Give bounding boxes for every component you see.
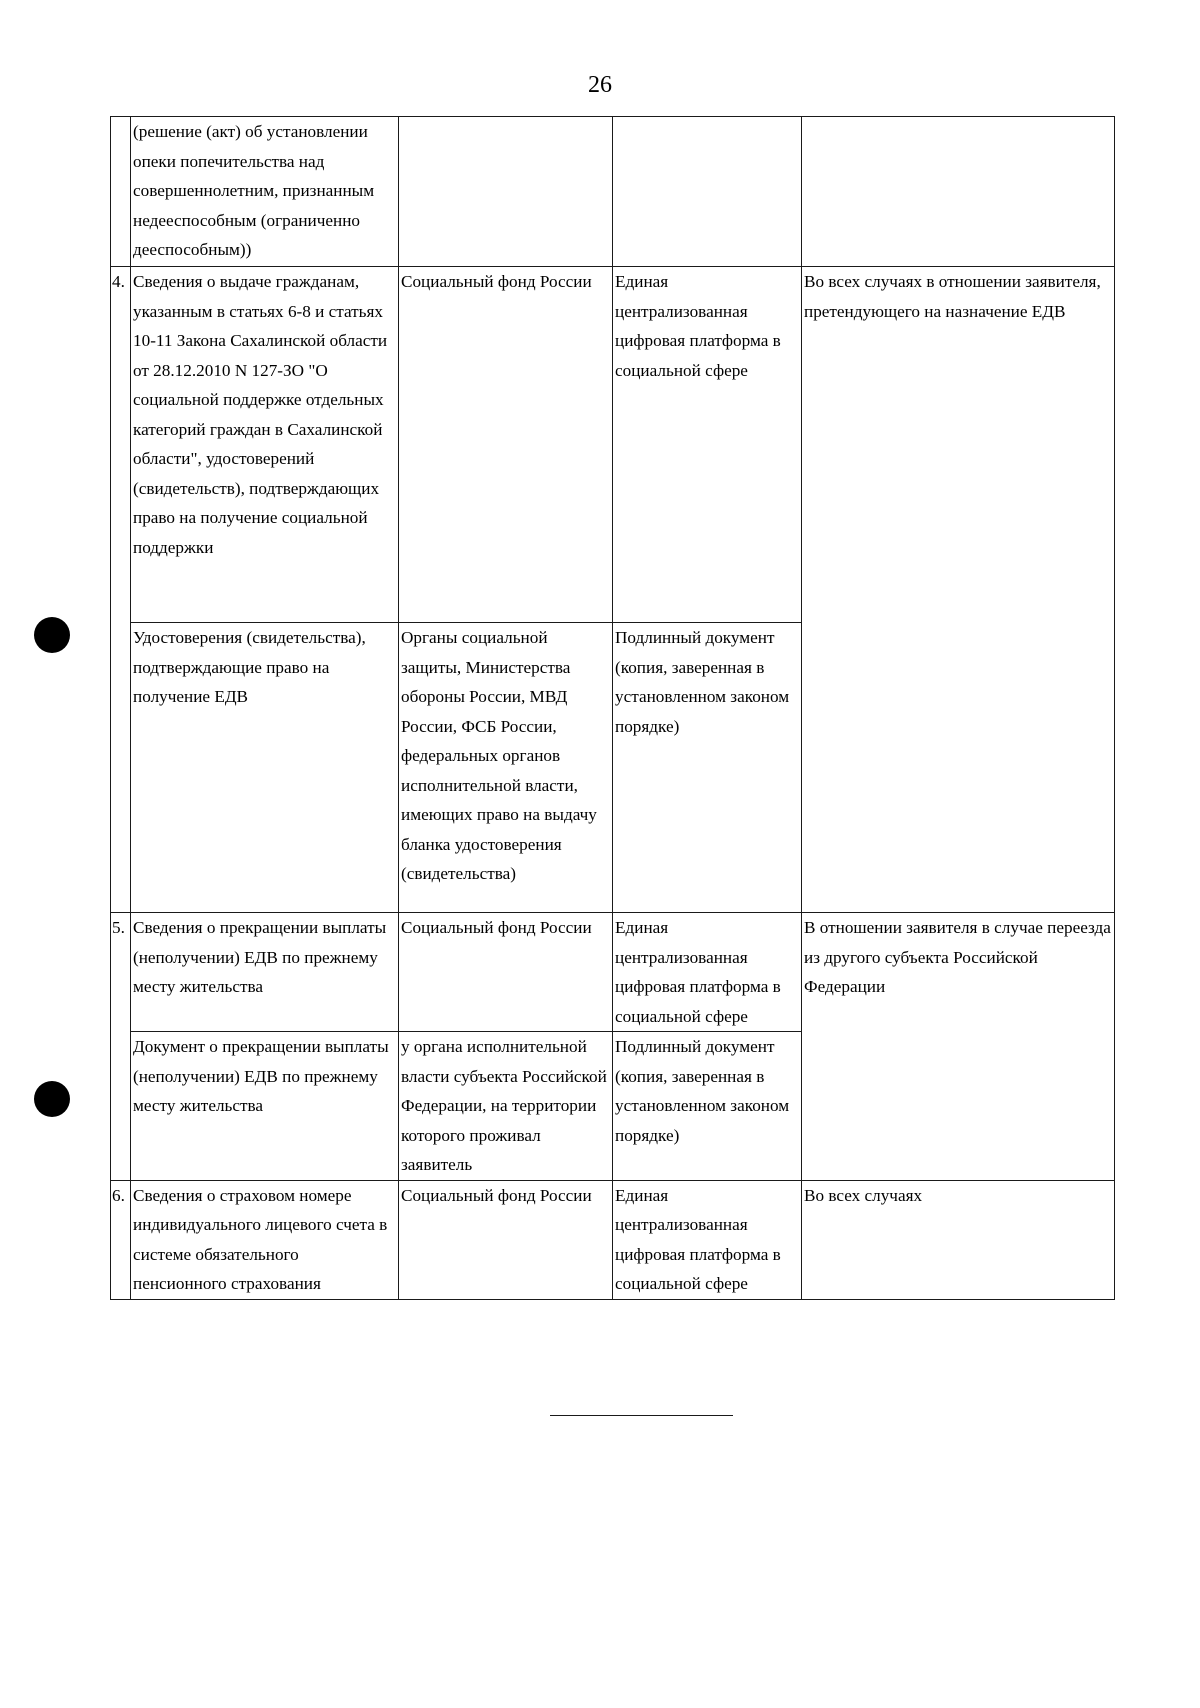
form-cell: Единая централизованная цифровая платформа в социальной сфере <box>613 1180 802 1299</box>
table-row <box>111 1032 1115 1181</box>
form-cell: Единая централизованная цифровая платформа в социальной сфере <box>613 913 802 1032</box>
requirements-table <box>110 116 1115 1300</box>
row-number: 5. <box>111 913 131 1032</box>
info-cell: Сведения о выдаче гражданам, указанным в статьях 6-8 и статьях 10-11 Закона Сахалинской области от 28.12.2010 N 127-ЗО "О социальной поддержке отдельных категорий граждан в Сахалинской области", удостоверений (свидетельств), подтверждающих право на получение социальной поддержки <box>131 267 399 623</box>
binder-hole-icon <box>34 1081 70 1117</box>
condition-cell: Во всех случаях <box>802 1180 1115 1299</box>
row-number: 6. <box>111 1180 131 1299</box>
page-number: 26 <box>588 72 612 98</box>
condition-cell <box>802 117 1115 267</box>
binder-hole-icon <box>34 617 70 653</box>
table-row <box>111 1180 1115 1299</box>
table-row <box>111 623 1115 913</box>
source-cell: Социальный фонд России <box>399 1180 613 1299</box>
row-number: 4. <box>111 267 131 623</box>
form-cell: Подлинный документ (копия, заверенная в установленном законом порядке) <box>613 623 802 913</box>
info-cell: Документ о прекращении выплаты (неполучении) ЕДВ по прежнему месту жительства <box>131 1032 399 1181</box>
source-cell: Социальный фонд России <box>399 267 613 623</box>
condition-cell <box>802 623 1115 913</box>
form-cell: Единая централизованная цифровая платформа в социальной сфере <box>613 267 802 623</box>
info-cell: Сведения о прекращении выплаты (неполучении) ЕДВ по прежнему месту жительства <box>131 913 399 1032</box>
info-cell: Сведения о страховом номере индивидуального лицевого счета в системе обязательного пенсионного страхования <box>131 1180 399 1299</box>
row-number <box>111 1032 131 1181</box>
condition-cell: В отношении заявителя в случае переезда из другого субъекта Российской Федерации <box>802 913 1115 1032</box>
table-row <box>111 267 1115 623</box>
table-row <box>111 117 1115 267</box>
row-number <box>111 117 131 267</box>
info-cell: (решение (акт) об установлении опеки попечительства над совершеннолетним, признанным недееспособным (ограниченно дееспособным)) <box>131 117 399 267</box>
info-cell: Удостоверения (свидетельства), подтверждающие право на получение ЕДВ <box>131 623 399 913</box>
condition-cell: Во всех случаях в отношении заявителя, претендующего на назначение ЕДВ <box>802 267 1115 623</box>
condition-cell <box>802 1032 1115 1181</box>
table-row <box>111 913 1115 1032</box>
form-cell: Подлинный документ (копия, заверенная в установленном законом порядке) <box>613 1032 802 1181</box>
source-cell <box>399 117 613 267</box>
source-cell: у органа исполнительной власти субъекта Российской Федерации, на территории которого проживал заявитель <box>399 1032 613 1181</box>
row-number <box>111 623 131 913</box>
closing-rule <box>550 1415 733 1416</box>
form-cell <box>613 117 802 267</box>
source-cell: Органы социальной защиты, Министерства обороны России, МВД России, ФСБ России, федеральных органов исполнительной власти, имеющих право на выдачу бланка удостоверения (свидетельства) <box>399 623 613 913</box>
source-cell: Социальный фонд России <box>399 913 613 1032</box>
